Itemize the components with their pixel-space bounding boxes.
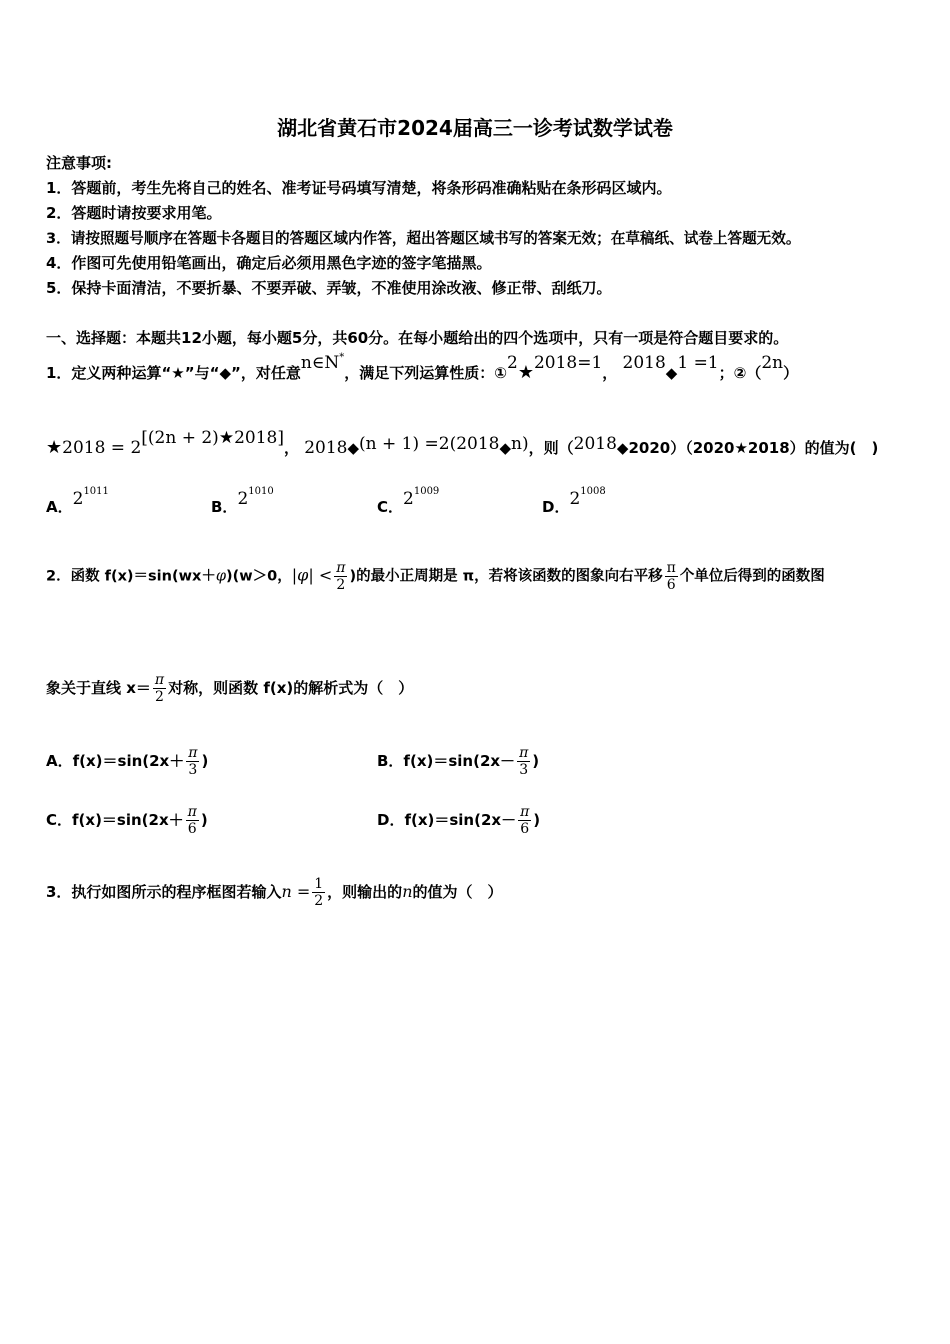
notice-heading: 注意事项: [46,154,112,172]
q2-option-d[interactable]: D．f(x)＝sin(2x－ $\frac{\pi}{6}$ ) [377,804,541,837]
q2-option-a[interactable]: A．f(x)＝sin(2x＋ $\frac{\pi}{3}$ ) [46,745,209,778]
page-title: 湖北省黄石市2024届高三一诊考试数学试卷 [277,116,673,140]
q1-option-b[interactable]: B．$2^{1010}$ [211,486,274,516]
section-heading: 一、选择题：本题共12小题，每小题5分，共60分。在每小题给出的四个选项中，只有一项是符合题目要求的。 [46,329,789,347]
notice-item: 3．请按照题号顺序在答题卡各题目的答题区域内作答，超出答题区域书写的答案无效；在草稿纸、试卷上答题无效。 [46,230,801,247]
q2-option-c[interactable]: C．f(x)＝sin(2x＋ $\frac{\pi}{6}$ ) [46,804,208,837]
q1-option-c[interactable]: C．$2^{1009}$ [377,486,440,516]
q1-option-a[interactable]: A．$2^{1011}$ [46,486,109,516]
notice-item: 2．答题时请按要求用笔。 [46,204,222,222]
q2-option-b[interactable]: B．f(x)＝sin(2x－ $\frac{\pi}{3}$ ) [377,745,540,778]
question-2-line-2: 象关于直线 x＝ $\frac{\pi}{2}$ 对称，则函数 f(x)的解析式为（ ） [46,672,414,705]
notice-item: 5．保持卡面清洁，不要折暴、不要弄破、弄皱，不准使用涂改液、修正带、刮纸刀。 [46,279,612,297]
question-1-line-2: ★2018 = 2[(2n + 2)★2018]， 2018◆(n + 1) =2(2018◆n)，则（2018◆2020）（2020★2018）的值为( ) [46,428,879,458]
notice-item: 4．作图可先使用铅笔画出，确定后必须用黑色字迹的签字笔描黑。 [46,254,492,272]
question-2-line-1: 2．函数 f(x)＝sin(wx＋φ)(w＞0，|φ| < $\frac{\pi}{2}$ )的最小正周期是 π，若将该函数的图象向右平移 $\frac{\pi}{6}$ 个单位后得到的函数图 [46,560,825,593]
question-1-line-1: 1．定义两种运算“★”与“◆”，对任意n∈N*，满足下列运算性质：①2★2018=1， 2018◆1 =1；②（2n） [46,352,799,383]
notice-item: 1．答题前，考生先将自己的姓名、准考证号码填写清楚，将条形码准确粘贴在条形码区域内。 [46,179,672,197]
question-3: 3．执行如图所示的程序框图若输入n = $\frac{1}{2}$ ，则输出的n的值为（ ） [46,876,503,909]
q1-option-d[interactable]: D．$2^{1008}$ [542,486,606,516]
